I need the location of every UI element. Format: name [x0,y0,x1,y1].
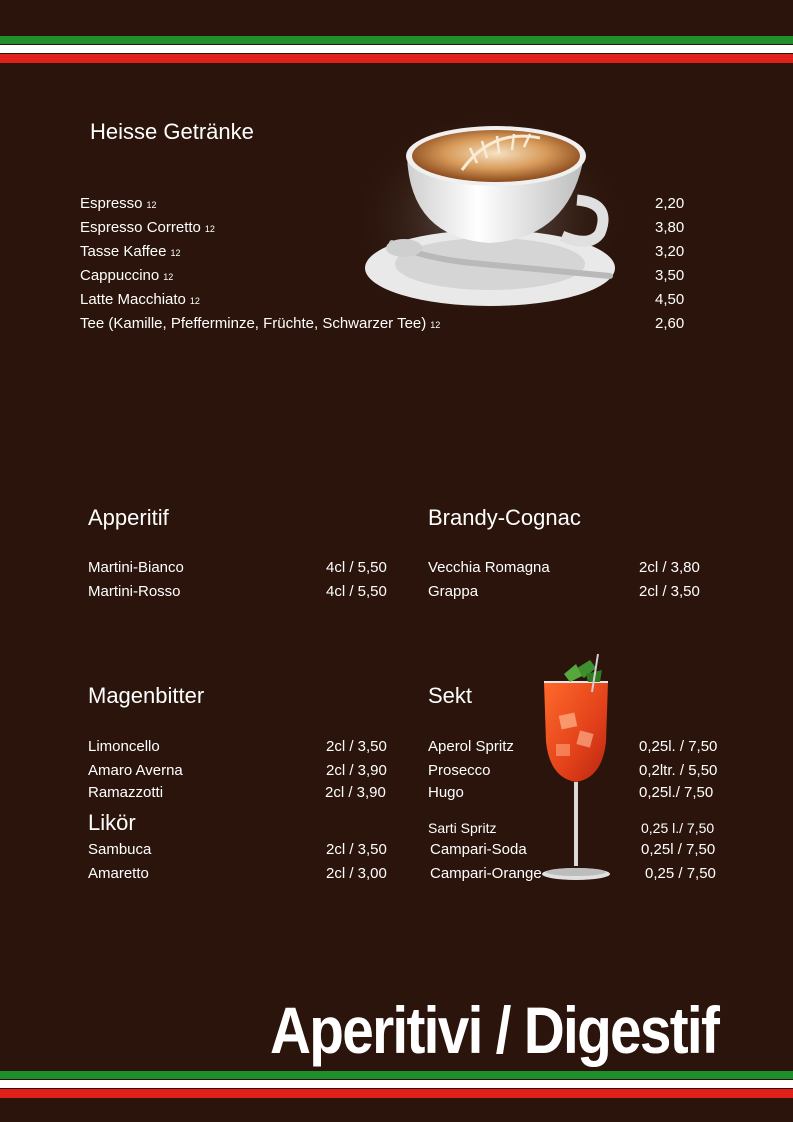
apperitif-item: Martini-Rosso [88,583,181,600]
likoer-heading: Likör [88,810,136,835]
spritz-glass-image [530,652,622,884]
sekt-price: 0,25l / 7,50 [641,841,716,858]
hot-drink-item: Cappuccino 12 [80,267,174,284]
brandy-price: 2cl / 3,50 [639,583,700,600]
brandy-heading: Brandy-Cognac [428,505,581,530]
brandy-item: Vecchia Romagna [428,559,550,576]
footer-title: Aperitivi / Digestif [270,993,719,1067]
bottom-stripe-white [0,1080,793,1088]
sekt-item: Hugo [428,784,464,801]
hot-drink-price: 3,80 [655,219,685,236]
hot-drink-item: Espresso Corretto 12 [80,219,215,236]
magenbitter-price: 2cl / 3,50 [326,738,387,755]
sekt-item: Campari-Soda [430,841,527,858]
top-stripe-red [0,54,793,63]
apperitif-price: 4cl / 5,50 [326,583,387,600]
hot-drink-price: 3,50 [655,267,685,284]
bottom-stripe-red [0,1089,793,1098]
hot-drink-item: Espresso 12 [80,195,157,212]
magenbitter-item: Limoncello [88,738,160,755]
likoer-price: 2cl / 3,50 [326,841,387,858]
sekt-price: 0,25 / 7,50 [645,865,716,882]
magenbitter-item: Ramazzotti [88,784,164,801]
brandy-price: 2cl / 3,80 [639,559,700,576]
sekt-item: Sarti Spritz [428,820,497,836]
sekt-item: Prosecco [428,762,491,779]
magenbitter-heading: Magenbitter [88,683,205,708]
sekt-item: Aperol Spritz [428,738,514,755]
sekt-item: Campari-Orange [430,865,542,882]
likoer-item: Amaretto [88,865,149,882]
hot-drink-price: 3,20 [655,243,685,260]
hot-drink-price: 2,60 [655,315,685,332]
magenbitter-item: Amaro Averna [88,762,183,779]
sekt-price: 0,25l. / 7,50 [639,738,718,755]
bottom-stripe-green [0,1071,793,1079]
apperitif-heading: Apperitif [88,505,169,530]
top-stripe-white [0,45,793,53]
hot-drink-item: Tasse Kaffee 12 [80,243,181,260]
apperitif-price: 4cl / 5,50 [326,559,387,576]
sekt-heading: Sekt [428,683,473,708]
hot-drink-price: 2,20 [655,195,685,212]
apperitif-item: Martini-Bianco [88,559,184,576]
magenbitter-price: 2cl / 3,90 [325,784,386,801]
hot-drinks-heading: Heisse Getränke [90,119,254,144]
magenbitter-price: 2cl / 3,90 [326,762,387,779]
hot-drink-item: Tee (Kamille, Pfefferminze, Früchte, Schwarzer Tee) 12 [80,315,441,332]
hot-drink-price: 4,50 [655,291,685,308]
likoer-item: Sambuca [88,841,152,858]
top-stripe-green [0,36,793,44]
sekt-price: 0,2ltr. / 5,50 [639,762,718,779]
brandy-item: Grappa [428,583,479,600]
hot-drink-item: Latte Macchiato 12 [80,291,200,308]
coffee-cup-image [362,108,618,308]
sekt-price: 0,25l./ 7,50 [639,784,714,801]
sekt-price: 0,25 l./ 7,50 [641,820,715,836]
likoer-price: 2cl / 3,00 [326,865,387,882]
